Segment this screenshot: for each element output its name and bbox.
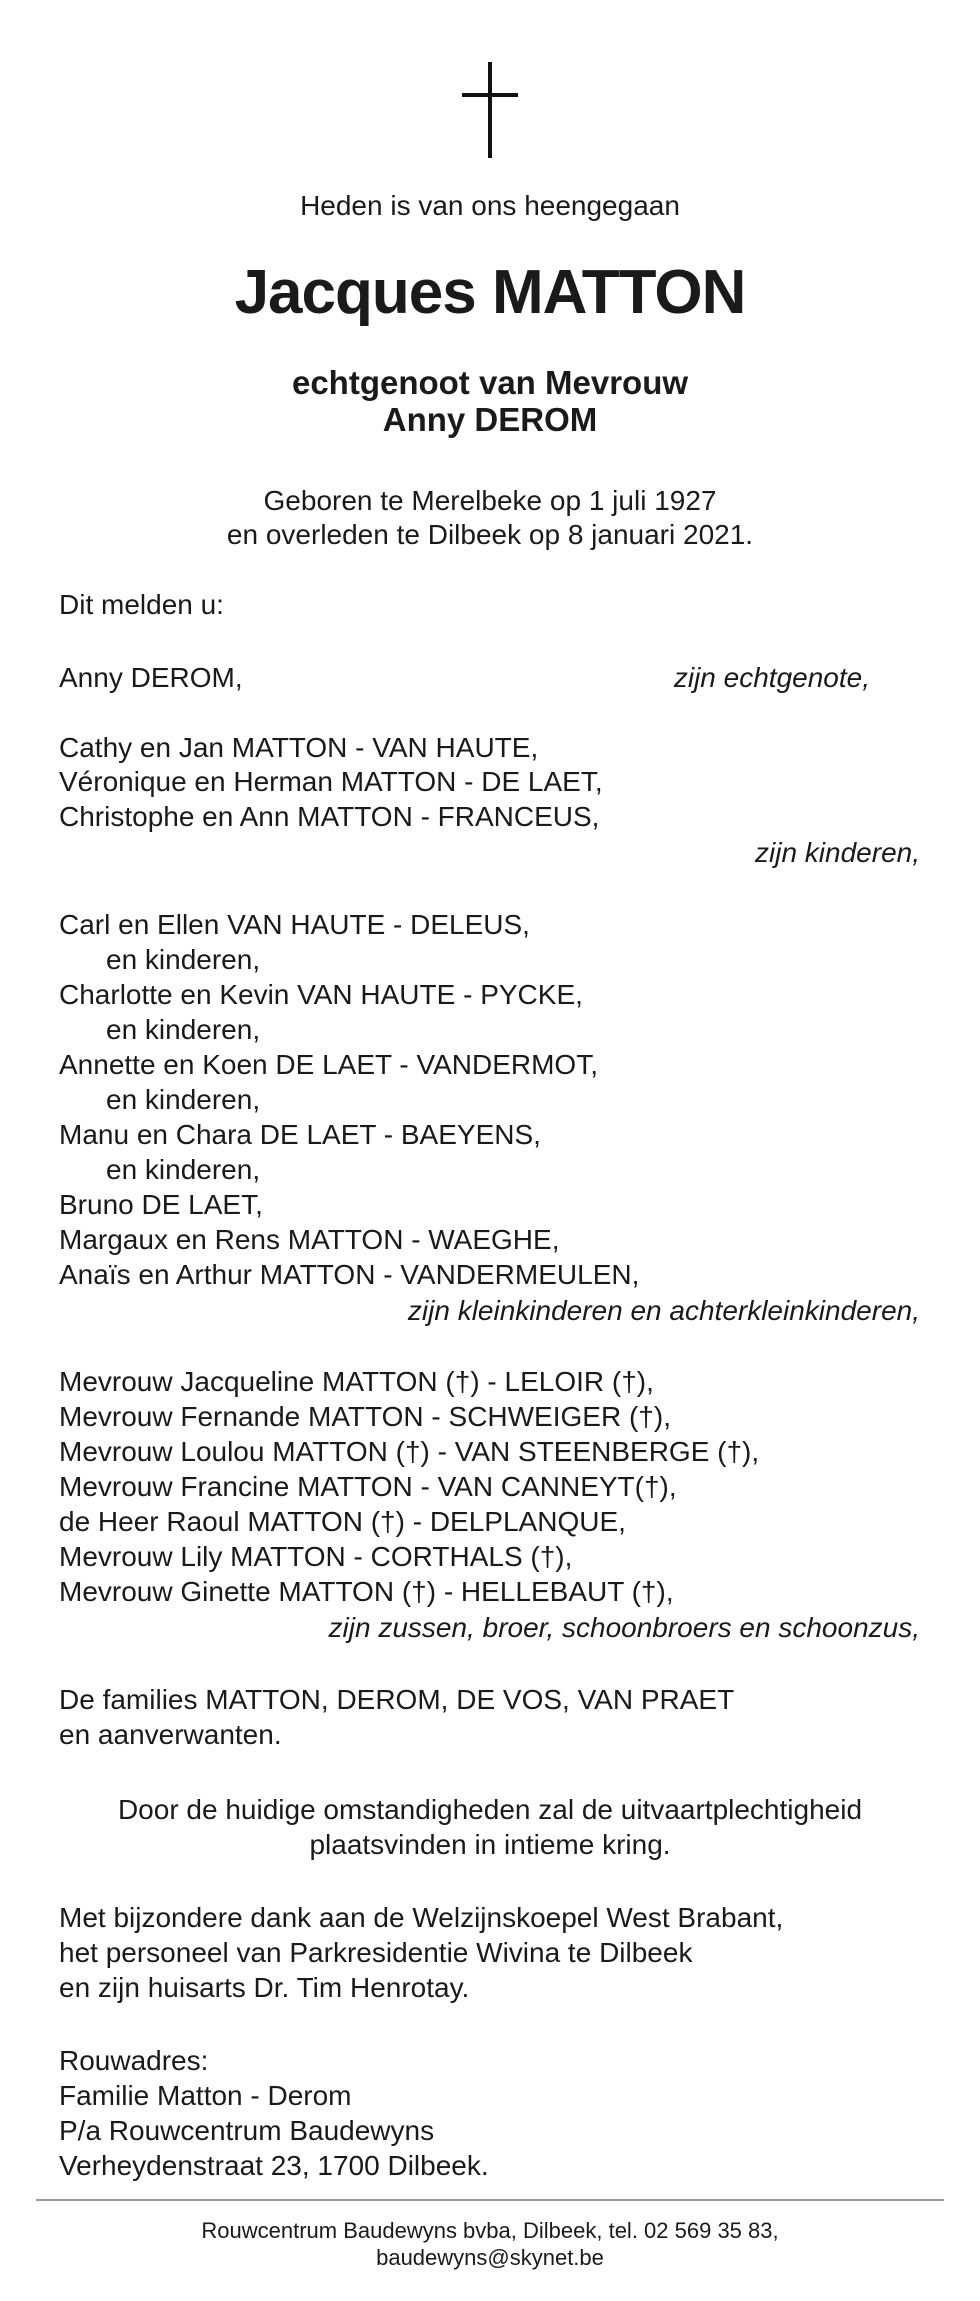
thanks-line-1: Met bijzondere dank aan de Welzijnskoepel West Brabant, bbox=[59, 1902, 784, 1933]
children-relation: zijn kinderen, bbox=[755, 837, 920, 868]
footer-divider bbox=[36, 2199, 944, 2201]
sibling-line: Mevrouw Jacqueline MATTON (†) - LELOIR (†), bbox=[59, 1366, 654, 1397]
child-line: Cathy en Jan MATTON - VAN HAUTE, bbox=[59, 732, 539, 763]
grandchild-line: Margaux en Rens MATTON - WAEGHE, bbox=[59, 1224, 560, 1255]
thanks-line-2: het personeel van Parkresidentie Wivina te Dilbeek bbox=[59, 1937, 693, 1968]
announce-text: Dit melden u: bbox=[59, 589, 224, 620]
grandchild-line: Carl en Ellen VAN HAUTE - DELEUS, bbox=[59, 909, 530, 940]
address-line-1: Familie Matton - Derom bbox=[59, 2080, 352, 2111]
grandchild-line: en kinderen, bbox=[106, 1014, 261, 1045]
deceased-name: Jacques MATTON bbox=[234, 258, 746, 327]
grandchild-line: Manu en Chara DE LAET - BAEYENS, bbox=[59, 1119, 541, 1150]
footer-line-1: Rouwcentrum Baudewyns bvba, Dilbeek, tel. 02 569 35 83, bbox=[201, 2218, 779, 2243]
ceremony-line-2: plaatsvinden in intieme kring. bbox=[309, 1829, 671, 1860]
grandchild-line: Bruno DE LAET, bbox=[59, 1189, 263, 1220]
sibling-line: Mevrouw Francine MATTON - VAN CANNEYT(†), bbox=[59, 1471, 677, 1502]
birth-text: Geboren te Merelbeke op 1 juli 1927 bbox=[263, 485, 717, 516]
child-line: Véronique en Herman MATTON - DE LAET, bbox=[59, 766, 603, 797]
death-text: en overleden te Dilbeek op 8 januari 2021. bbox=[226, 519, 754, 550]
address-line-3: Verheydenstraat 23, 1700 Dilbeek. bbox=[59, 2150, 489, 2181]
address-line-2: P/a Rouwcentrum Baudewyns bbox=[59, 2115, 435, 2146]
sibling-line: de Heer Raoul MATTON (†) - DELPLANQUE, bbox=[59, 1506, 626, 1537]
spouse-entry-relation: zijn echtgenote, bbox=[673, 662, 870, 693]
thanks-line-3: en zijn huisarts Dr. Tim Henrotay. bbox=[59, 1972, 470, 2003]
footer-email: baudewyns@skynet.be bbox=[376, 2245, 604, 2270]
sibling-line: Mevrouw Loulou MATTON (†) - VAN STEENBERGE (†), bbox=[59, 1436, 760, 1467]
families-line-1: De families MATTON, DEROM, DE VOS, VAN PRAET bbox=[59, 1684, 735, 1715]
sibling-line: Mevrouw Ginette MATTON (†) - HELLEBAUT (†), bbox=[59, 1576, 674, 1607]
grandchildren-relation: zijn kleinkinderen en achterkleinkinderen, bbox=[407, 1295, 920, 1326]
ceremony-line-1: Door de huidige omstandigheden zal de uitvaartplechtigheid bbox=[117, 1794, 863, 1825]
address-label: Rouwadres: bbox=[59, 2045, 209, 2076]
sibling-line: Mevrouw Fernande MATTON - SCHWEIGER (†), bbox=[59, 1401, 671, 1432]
spouse-line-1: echtgenoot van Mevrouw bbox=[291, 364, 689, 401]
grandchild-line: Anaïs en Arthur MATTON - VANDERMEULEN, bbox=[59, 1259, 640, 1290]
siblings-relation: zijn zussen, broer, schoonbroers en schoonzus, bbox=[328, 1612, 920, 1643]
spouse-line-2: Anny DEROM bbox=[382, 401, 598, 438]
intro-text: Heden is van ons heengegaan bbox=[300, 190, 680, 221]
child-line: Christophe en Ann MATTON - FRANCEUS, bbox=[59, 801, 600, 832]
grandchild-line: Charlotte en Kevin VAN HAUTE - PYCKE, bbox=[59, 979, 583, 1010]
grandchild-line: Annette en Koen DE LAET - VANDERMOT, bbox=[59, 1049, 598, 1080]
grandchild-line: en kinderen, bbox=[106, 1084, 261, 1115]
spouse-entry-name: Anny DEROM, bbox=[59, 662, 243, 693]
families-line-2: en aanverwanten. bbox=[59, 1719, 282, 1750]
grandchild-line: en kinderen, bbox=[106, 944, 261, 975]
sibling-line: Mevrouw Lily MATTON - CORTHALS (†), bbox=[59, 1541, 573, 1572]
grandchild-line: en kinderen, bbox=[106, 1154, 261, 1185]
